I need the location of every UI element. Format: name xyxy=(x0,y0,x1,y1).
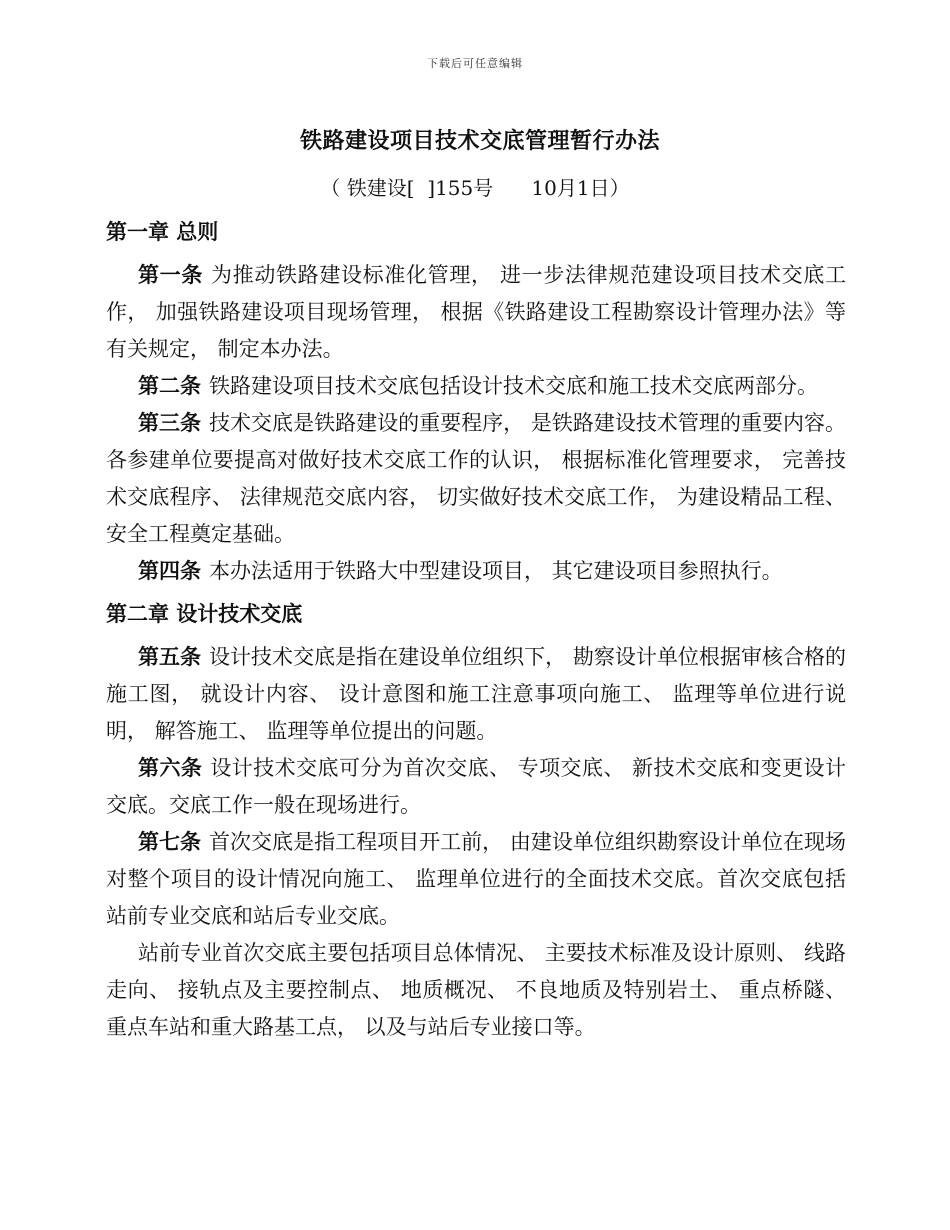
article-paragraph xyxy=(106,824,846,935)
article-number: 第七条 xyxy=(138,830,202,854)
article-text: 铁路建设项目技术交底包括设计技术交底和施工技术交底两部分。 xyxy=(209,374,818,398)
document-subtitle: （ 铁建设[ ]155号 10月1日） xyxy=(320,176,630,200)
article-number: 第六条 xyxy=(138,756,203,780)
article-text: 技术交底是铁路建设的重要程序， 是铁路建设技术管理的重要内容。各参建单位要提高对做好技术交底工作的认识， 根据标准化管理要求， 完善技术交底程序、 法律规范交底内容， 切实做好技术交底工作， 为建设精品工程、 安全工程奠定基础。 xyxy=(106,411,846,546)
article-number: 第一条 xyxy=(138,263,203,287)
paragraph-text: 站前专业首次交底主要包括项目总体情况、 主要技术标准及设计原则、 线路走向、 接轨点及主要控制点、 地质概况、 不良地质及特别岩土、 重点桥隧、 重点车站和重大路基工点， 以及与站后专业接口等。 xyxy=(106,941,846,1039)
article-text: 设计技术交底是指在建设单位组织下， 勘察设计单位根据审核合格的施工图， 就设计内容、 设计意图和施工注意事项向施工、 监理等单位进行说明， 解答施工、 监理等单位提出的问题。 xyxy=(106,645,846,743)
article-paragraph xyxy=(106,750,846,824)
article-text: 本办法适用于铁路大中型建设项目， 其它建设项目参照执行。 xyxy=(209,559,783,583)
article-paragraph xyxy=(106,257,846,368)
article-paragraph xyxy=(106,368,846,405)
chapter-heading: 第一章 总则 xyxy=(106,220,219,244)
article-number: 第三条 xyxy=(138,411,202,435)
article-paragraph xyxy=(106,405,846,553)
plain-paragraph xyxy=(106,935,846,1046)
article-text: 首次交底是指工程项目开工前， 由建设单位组织勘察设计单位在现场对整个项目的设计情况向施工、 监理单位进行的全面技术交底。首次交底包括站前专业交底和站后专业交底。 xyxy=(106,830,846,928)
article-number: 第五条 xyxy=(138,645,202,669)
article-text: 为推动铁路建设标准化管理， 进一步法律规范建设项目技术交底工作， 加强铁路建设项目现场管理， 根据《铁路建设工程勘察设计管理办法》等有关规定， 制定本办法。 xyxy=(106,263,846,361)
document-body xyxy=(106,214,846,1046)
chapter-heading: 第二章 设计技术交底 xyxy=(106,602,303,626)
document-title: 铁路建设项目技术交底管理暂行办法 xyxy=(299,129,660,154)
article-paragraph xyxy=(106,639,846,750)
header-note: 下载后可任意编辑 xyxy=(427,57,523,70)
article-number: 第四条 xyxy=(138,559,201,583)
article-text: 设计技术交底可分为首次交底、 专项交底、 新技术交底和变更设计交底。交底工作一般在现场进行。 xyxy=(106,756,847,817)
article-number: 第二条 xyxy=(138,374,201,398)
article-paragraph xyxy=(106,553,846,590)
